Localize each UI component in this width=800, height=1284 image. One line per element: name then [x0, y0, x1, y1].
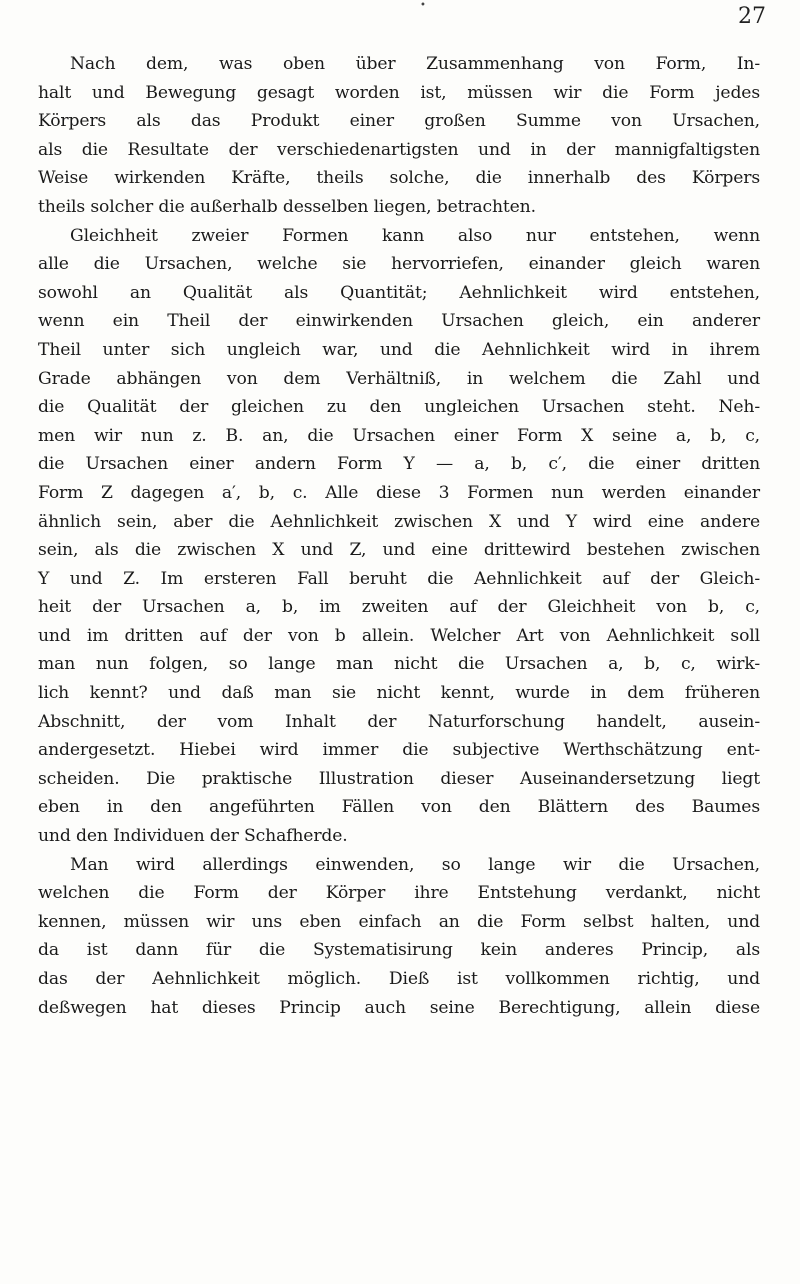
paragraph-2 — [38, 222, 760, 851]
page-number: 27 — [738, 4, 766, 29]
text-line: deßwegen hat dieses Princip auch seine Berechtigung, allein diese — [38, 997, 760, 1018]
text-line: Man wird allerdings einwenden, so lange wir die Ursachen, — [70, 854, 760, 875]
text-line: die Ursachen einer andern Form Y — a, b, c′, die einer dritten — [38, 454, 760, 475]
text-line: sein, als die zwischen X und Z, und eine drittewird bestehen zwischen — [38, 540, 760, 561]
text-line: Gleichheit zweier Formen kann also nur entstehen, wenn — [70, 225, 760, 246]
text-line: die Qualität der gleichen zu den ungleichen Ursachen steht. Neh- — [38, 397, 760, 418]
paragraph-3 — [38, 851, 760, 1023]
text-line: welchen die Form der Körper ihre Entstehung verdankt, nicht — [38, 883, 760, 904]
text-line: sowohl an Qualität als Quantität; Aehnlichkeit wird entstehen, — [38, 282, 760, 303]
text-line: theils solcher die außerhalb desselben liegen, betrachten. — [38, 196, 536, 217]
text-line: als die Resultate der verschiedenartigsten und in der mannigfaltigsten — [38, 139, 760, 160]
text-line: halt und Bewegung gesagt worden ist, müssen wir die Form jedes — [38, 82, 760, 103]
text-line: andergesetzt. Hiebei wird immer die subjective Werthschätzung ent- — [38, 740, 760, 761]
text-line: eben in den angeführten Fällen von den Blättern des Baumes — [38, 797, 760, 818]
text-line: Nach dem, was oben über Zusammenhang von Form, In- — [70, 54, 760, 74]
text-line: man nun folgen, so lange man nicht die Ursachen a, b, c, wirk- — [38, 654, 760, 675]
text-line: wenn ein Theil der einwirkenden Ursachen gleich, ein anderer — [38, 311, 760, 332]
text-line: lich kennt? und daß man sie nicht kennt, wurde in dem früheren — [38, 683, 760, 704]
text-line: Weise wirkenden Kräfte, theils solche, die innerhalb des Körpers — [38, 168, 760, 189]
text-line: men wir nun z. B. an, die Ursachen einer Form X seine a, b, c, — [38, 425, 760, 446]
body-text — [38, 50, 760, 1022]
text-line: heit der Ursachen a, b, im zweiten auf der Gleichheit von b, c, — [38, 597, 760, 618]
text-line: Körpers als das Produkt einer großen Summe von Ursachen, — [38, 111, 760, 132]
text-line: das der Aehnlichkeit möglich. Dieß ist vollkommen richtig, und — [38, 969, 760, 989]
text-line: Grade abhängen von dem Verhältniß, in welchem die Zahl und — [38, 368, 760, 389]
text-line: Theil unter sich ungleich war, und die Aehnlichkeit wird in ihrem — [38, 339, 760, 360]
text-line: da ist dann für die Systematisirung kein anderes Princip, als — [38, 940, 760, 961]
text-line: Y und Z. Im ersteren Fall beruht die Aehnlichkeit auf der Gleich- — [38, 568, 760, 589]
text-line: und den Individuen der Schafherde. — [38, 826, 348, 847]
text-line: und im dritten auf der von b allein. Welcher Art von Aehnlichkeit soll — [38, 625, 760, 646]
text-line: Abschnitt, der vom Inhalt der Naturforschung handelt, ausein- — [38, 711, 760, 732]
text-line: kennen, müssen wir uns eben einfach an die Form selbst halten, und — [38, 911, 760, 932]
text-line: Form Z dagegen a′, b, c. Alle diese 3 Formen nun werden einander — [38, 482, 760, 503]
paragraph-1 — [38, 50, 760, 222]
text-line: alle die Ursachen, welche sie hervorriefen, einander gleich waren — [38, 254, 760, 275]
text-line: scheiden. Die praktische Illustration dieser Auseinandersetzung liegt — [38, 768, 760, 789]
text-line: ähnlich sein, aber die Aehnlichkeit zwischen X und Y wird eine andere — [38, 511, 760, 532]
page-mark: • — [420, 0, 426, 11]
